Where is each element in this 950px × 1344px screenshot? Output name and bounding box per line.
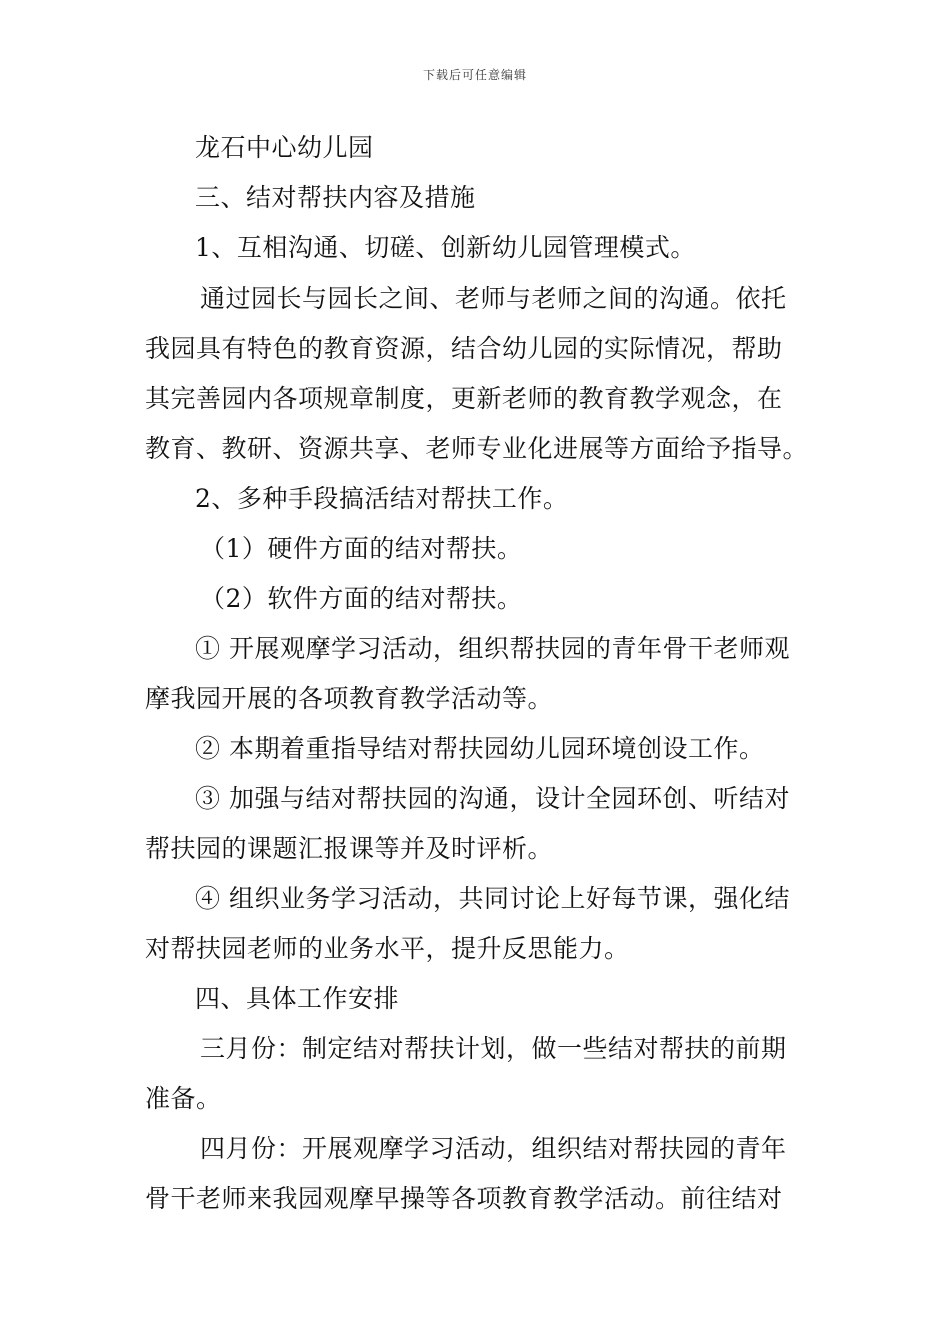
paragraph-line: 通过园长与园长之间、老师与老师之间的沟通。依托	[200, 284, 787, 313]
header-note: 下载后可任意编辑	[422, 68, 527, 82]
paragraph-line: 我园具有特色的教育资源，结合幼儿园的实际情况，帮助	[145, 334, 783, 363]
paragraph-line: 四月份：开展观摩学习活动，组织结对帮扶园的青年	[200, 1134, 787, 1163]
item-heading-2: 2、多种手段搞活结对帮扶工作。	[195, 484, 569, 513]
paragraph-line: ③ 加强与结对帮扶园的沟通，设计全园环创、听结对	[195, 784, 790, 813]
sub-item-1: （1）硬件方面的结对帮扶。	[200, 534, 523, 563]
paragraph-line: 骨干老师来我园观摩早操等各项教育教学活动。前往结对	[145, 1184, 783, 1213]
paragraph-line: 教育、教研、资源共享、老师专业化进展等方面给予指导。	[145, 434, 809, 463]
paragraph-line: 其完善园内各项规章制度，更新老师的教育教学观念，在	[145, 384, 783, 413]
paragraph-line: 帮扶园的课题汇报课等并及时评析。	[145, 834, 554, 863]
section-heading-3: 三、结对帮扶内容及措施	[195, 183, 476, 212]
paragraph-line: 摩我园开展的各项教育教学活动等。	[145, 684, 554, 713]
paragraph-line: ① 开展观摩学习活动，组织帮扶园的青年骨干老师观	[195, 634, 790, 663]
paragraph-line: ② 本期着重指导结对帮扶园幼儿园环境创设工作。	[195, 734, 765, 763]
paragraph-line: 对帮扶园老师的业务水平，提升反思能力。	[145, 934, 630, 963]
paragraph-line: ④ 组织业务学习活动，共同讨论上好每节课，强化结	[195, 884, 790, 913]
sub-item-2: （2）软件方面的结对帮扶。	[200, 584, 523, 613]
paragraph-line: 准备。	[145, 1084, 222, 1113]
item-heading-1: 1、互相沟通、切磋、创新幼儿园管理模式。	[195, 233, 696, 262]
paragraph-line: 三月份：制定结对帮扶计划，做一些结对帮扶的前期	[200, 1034, 787, 1063]
section-heading-4: 四、具体工作安排	[195, 984, 400, 1013]
text-line-school-name: 龙石中心幼儿园	[195, 133, 374, 162]
